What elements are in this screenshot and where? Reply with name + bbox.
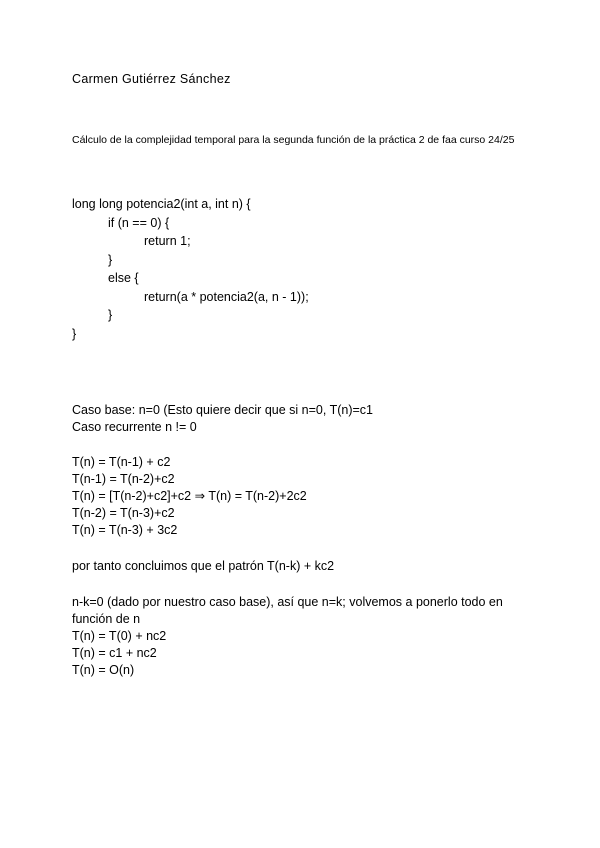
equation-line: T(n-2) = T(n-3)+c2 — [72, 506, 175, 520]
code-line: } — [108, 252, 113, 267]
code-line: } — [108, 308, 113, 322]
conclusion-intro: n-k=0 (dado por nuestro caso base), así que n=k; volvemos a ponerlo todo en función de n — [72, 595, 503, 626]
equation-line: T(n) = c1 + nc2 — [72, 646, 157, 660]
cases-block — [72, 402, 542, 436]
equation-line: T(n) = T(n-1) + c2 — [72, 455, 171, 469]
expansion-block — [72, 454, 542, 539]
code-line: return 1; — [144, 234, 191, 248]
code-line: long long potencia2(int a, int n) { — [72, 197, 251, 211]
code-block — [72, 195, 309, 343]
equation-line: T(n) = O(n) — [72, 663, 135, 677]
pattern-block — [72, 558, 542, 575]
code-line: } — [72, 326, 77, 341]
equation-line: T(n) = T(n-3) + 3c2 — [72, 523, 178, 537]
recurrent-case-text: Caso recurrente n != 0 — [72, 420, 197, 434]
equation-line: T(n) = T(0) + nc2 — [72, 629, 167, 643]
code-line: if (n == 0) { — [108, 215, 170, 230]
code-line: return(a * potencia2(a, n - 1)); — [144, 289, 309, 304]
code-line: else { — [108, 271, 139, 285]
equation-line: T(n-1) = T(n-2)+c2 — [72, 472, 175, 486]
equation-line: T(n) = [T(n-2)+c2]+c2 ⇒ T(n) = T(n-2)+2c2 — [72, 489, 307, 503]
conclusion-block — [72, 594, 542, 679]
base-case-text: Caso base: n=0 (Esto quiere decir que si n=0, T(n)=c1 — [72, 403, 373, 417]
document-subtitle: Cálculo de la complejidad temporal para la segunda función de la práctica 2 de faa curso 24/25 — [72, 134, 515, 146]
pattern-text: por tanto concluimos que el patrón T(n-k) + kc2 — [72, 559, 335, 573]
author-name: Carmen Gutiérrez Sánchez — [72, 72, 231, 86]
